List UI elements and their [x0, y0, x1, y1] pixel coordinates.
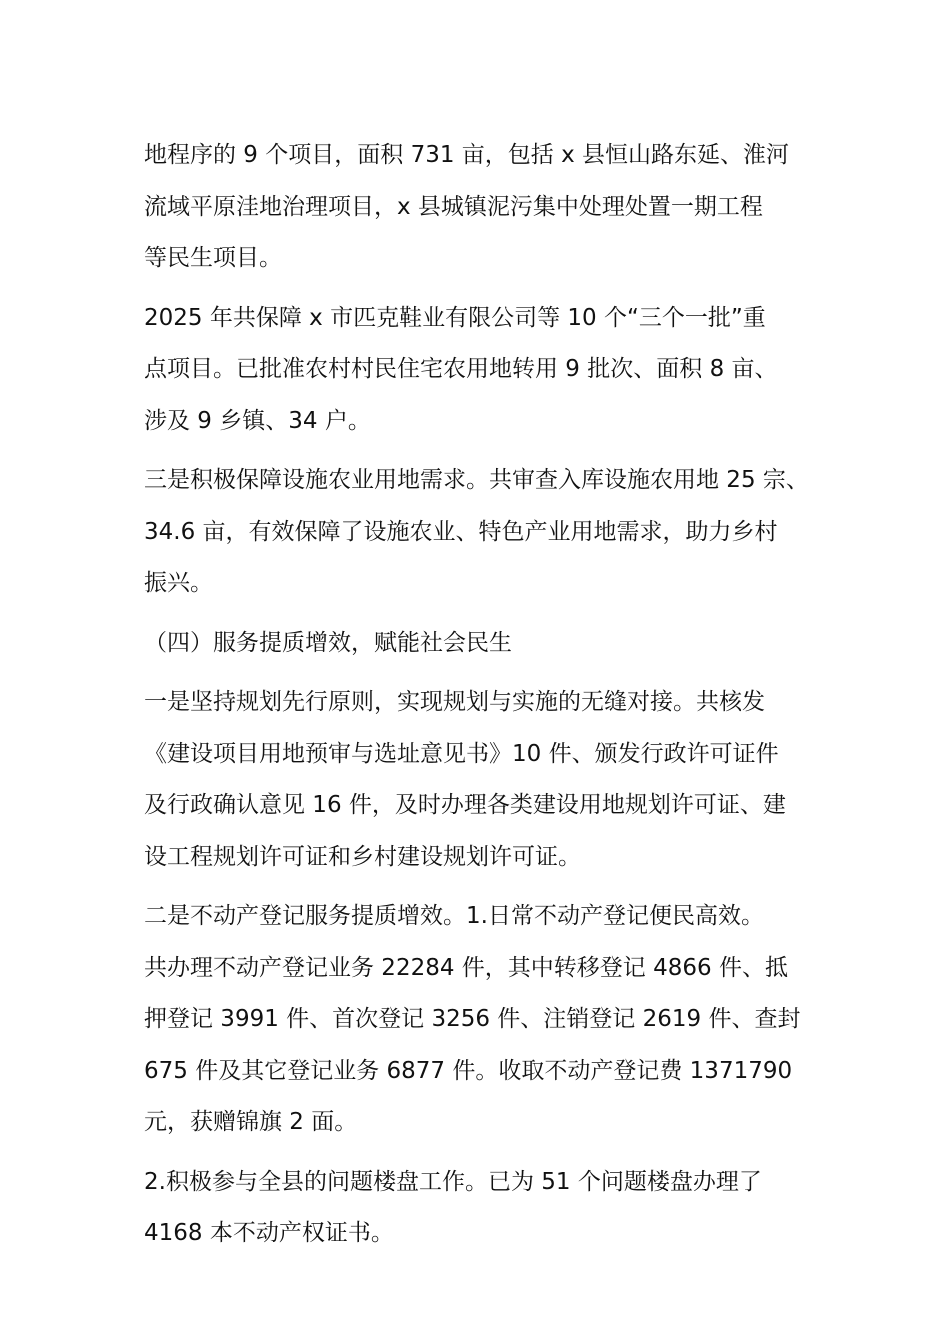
text-line: 振兴。: [144, 570, 213, 596]
section-heading-service: [144, 618, 834, 670]
text-line: 点项目。已批准农村村民住宅农用地转用 9 批次、面积 8 亩、: [144, 356, 778, 382]
text-line: 及行政确认意见 16 件，及时办理各类建设用地规划许可证、建: [144, 792, 786, 818]
paragraph-project-approval: [144, 130, 834, 285]
text-line: 一是坚持规划先行原则，实现规划与实施的无缝对接。共核发: [144, 689, 765, 715]
text-line: 流域平原洼地治理项目，x 县城镇泥污集中处理处置一期工程: [144, 193, 763, 220]
text-line: 共办理不动产登记业务 22284 件，其中转移登记 4866 件、抵: [144, 954, 788, 981]
paragraph-planning-first: [144, 677, 834, 883]
text-line: 《建设项目用地预审与选址意见书》10 件、颁发行政许可证件: [144, 740, 779, 767]
text-line: 4168 本不动产权证书。: [144, 1220, 394, 1246]
text-line: 涉及 9 乡镇、34 户。: [144, 407, 371, 434]
text-line: 2025 年共保障 x 市匹克鞋业有限公司等 10 个“三个一批”重: [144, 304, 766, 331]
paragraph-problem-buildings: [144, 1157, 834, 1260]
paragraph-facility-agriculture: [144, 455, 834, 610]
paragraph-real-estate-registration: [144, 891, 834, 1149]
text-line: 设工程规划许可证和乡村建设规划许可证。: [144, 843, 581, 870]
text-line: 三是积极保障设施农业用地需求。共审查入库设施农用地 25 宗、: [144, 467, 809, 493]
body-text: [144, 130, 834, 1260]
text-line: 地程序的 9 个项目，面积 731 亩，包括 x 县恒山路东延、淮河: [144, 142, 790, 168]
text-line: 34.6 亩，有效保障了设施农业、特色产业用地需求，助力乡村: [144, 518, 778, 545]
text-line: 押登记 3991 件、首次登记 3256 件、注销登记 2619 件、查封: [144, 1006, 801, 1032]
text-line: 675 件及其它登记业务 6877 件。收取不动产登记费 1371790: [144, 1057, 793, 1084]
text-line: 等民生项目。: [144, 245, 282, 271]
text-line: 元，获赠锦旗 2 面。: [144, 1109, 358, 1135]
text-line: 2.积极参与全县的问题楼盘工作。已为 51 个问题楼盘办理了: [144, 1168, 762, 1195]
section-heading: （四）服务提质增效，赋能社会民生: [144, 629, 512, 656]
text-line: 二是不动产登记服务提质增效。1.日常不动产登记便民高效。: [144, 903, 764, 929]
paragraph-2025-key-projects: [144, 293, 834, 448]
